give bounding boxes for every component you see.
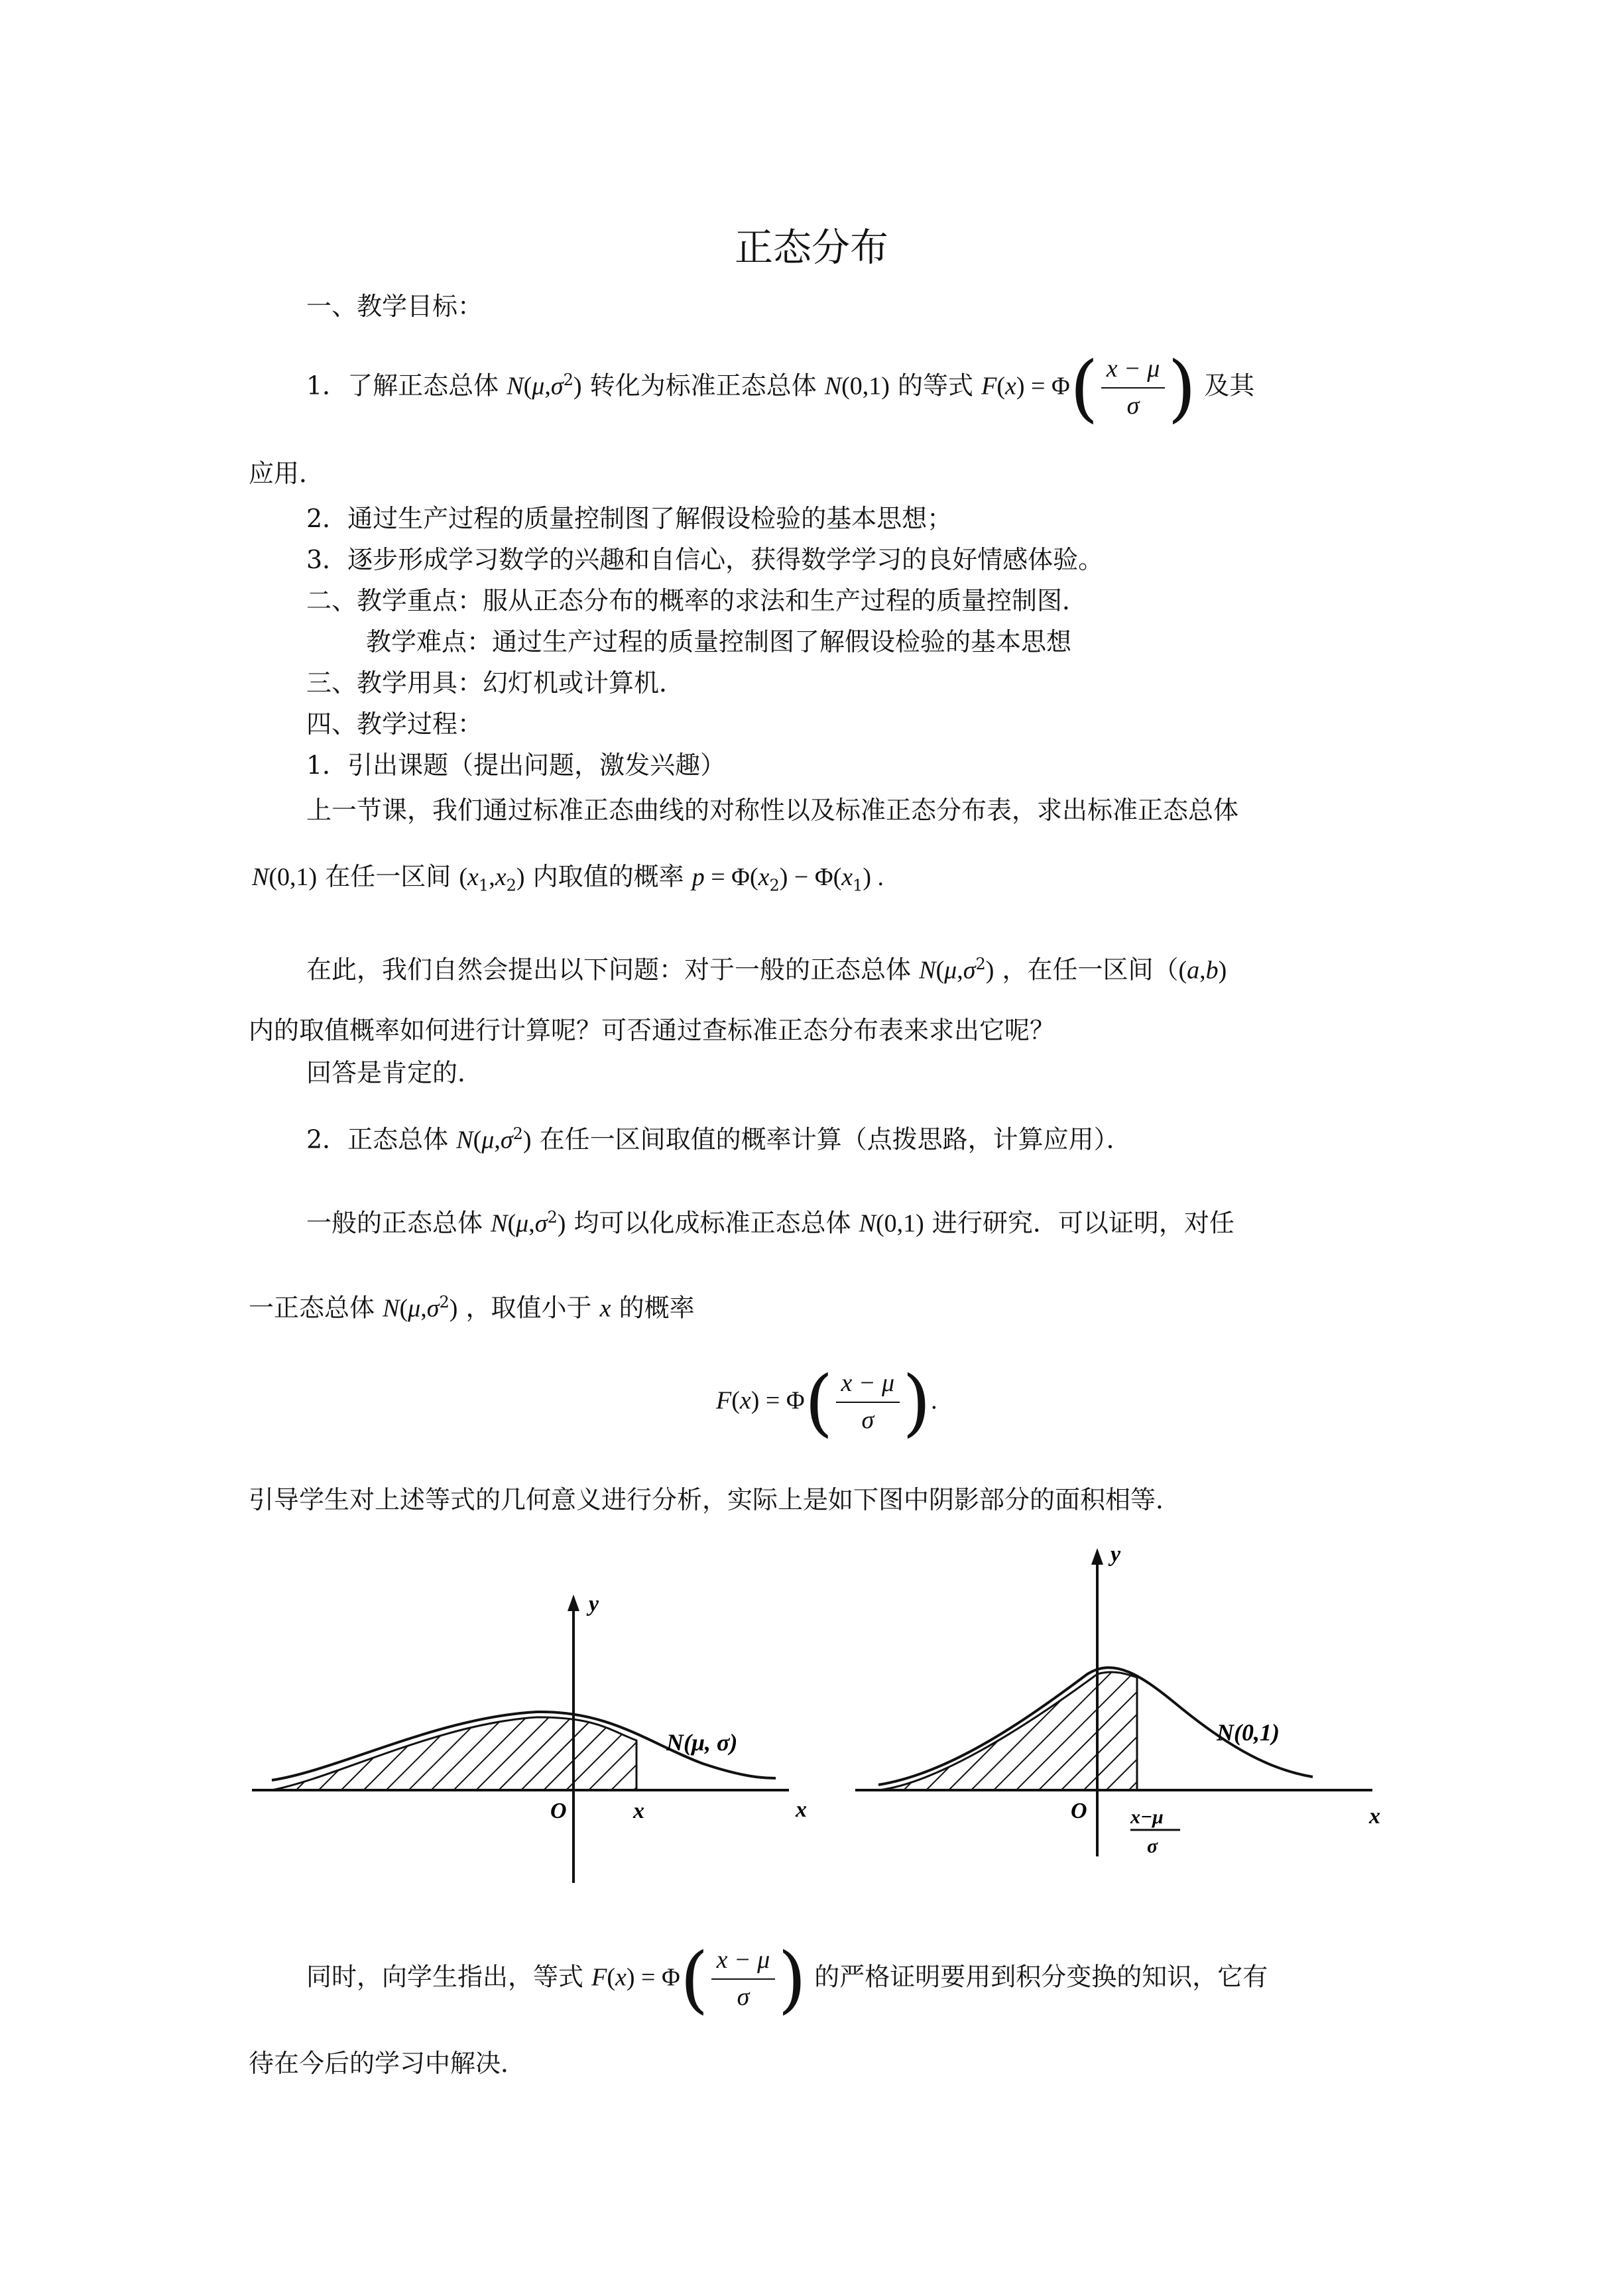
- fig1-x-mark: x: [633, 1799, 644, 1823]
- fig2-x-label: x: [1369, 1804, 1380, 1829]
- figure-general-normal: [252, 1592, 807, 1883]
- fig2-x-mark-den: σ: [1147, 1835, 1158, 1857]
- paragraph-5: 一正态总体 $N(\mu,\sigma^2)$ ，取值小于 x 的概率: [249, 1293, 695, 1323]
- fig1-x-label: x: [796, 1797, 807, 1822]
- section-process-heading: 四、教学过程：: [306, 709, 483, 739]
- page-title: 正态分布: [734, 225, 888, 270]
- paragraph-4: 一般的正态总体 $N(\mu,\sigma^2)$ 均可以化成标准正态总体 N(0,1) 进行研究．可以证明，对任: [306, 1208, 1234, 1238]
- goal-3: 3．逐步形成学习数学的兴趣和自信心，获得数学学习的良好情感体验。: [306, 545, 1104, 574]
- goal-2: 2．通过生产过程的质量控制图了解假设检验的基本思想；: [306, 504, 953, 533]
- paragraph-1-line-2: N(0,1) 在任一区间 $(x_1,x_2)$ 内取值的概率 $p = \Phi(x_2) - \Phi(x_1)$ .: [252, 862, 884, 895]
- paragraph-7: 同时，向学生指出，等式 F(x) = Φ( $\frac{x - \mu}{\sigma}$ ) 的严格证明要用到积分变换的知识，它有: [306, 1937, 1268, 2022]
- paragraph-2-line-1: 在此，我们自然会提出以下问题：对于一般的正态总体 $N(\mu,\sigma^2)$ ，在任一区间（(a,b): [306, 955, 1227, 985]
- fig1-curve-label: N(μ, σ): [666, 1729, 738, 1756]
- fig1-y-label: y: [589, 1592, 599, 1616]
- section-goals-heading: 一、教学目标：: [306, 292, 483, 321]
- fig2-origin: O: [1071, 1799, 1087, 1823]
- fig1-origin: O: [550, 1799, 567, 1823]
- figure-standard-normal: [855, 1542, 1380, 1857]
- fig1-y-arrow: [568, 1595, 579, 1611]
- section-difficulty: 教学难点：通过生产过程的质量控制图了解假设检验的基本思想: [366, 627, 1072, 656]
- fig2-curve-label: N(0,1): [1217, 1719, 1280, 1746]
- section-tools: 三、教学用具：幻灯机或计算机．: [306, 668, 685, 697]
- fig1-shaded-area: [272, 1717, 636, 1790]
- paragraph-2-line-2: 内的取值概率如何进行计算呢？可否通过查标准正态分布表来求出它呢？: [249, 1016, 1055, 1045]
- paragraph-6: 引导学生对上述等式的几何意义进行分析，实际上是如下图中阴影部分的面积相等．: [249, 1485, 1181, 1514]
- paragraph-7-continued: 待在今后的学习中解决．: [249, 2049, 526, 2078]
- section-focus: 二、教学重点：服从正态分布的概率的求法和生产过程的质量控制图．: [306, 586, 1088, 615]
- paragraph-1-line-1: 上一节课，我们通过标准正态曲线的对称性以及标准正态分布表，求出标准正态总体: [306, 796, 1239, 825]
- fig2-x-mark-num: x−μ: [1130, 1806, 1164, 1828]
- goal-1: 1．了解正态总体 $N(\mu,\sigma^2)$ 转化为标准正态总体 N(0,1) 的等式 F(x) = Φ( $\frac{x - \mu}{\sigma}$ ) 及其: [306, 345, 1255, 430]
- fig2-y-arrow: [1091, 1548, 1103, 1565]
- fig2-y-label: y: [1111, 1542, 1121, 1567]
- normal-distribution-figures: [239, 1532, 1406, 1903]
- step-2-heading: 2．正态总体 $N(\mu,\sigma^2)$ 在任一区间取值的概率计算（点拨思路，计算应用）．: [306, 1124, 1132, 1154]
- step-1-heading: 1．引出课题（提出问题，激发兴趣）: [306, 751, 726, 780]
- goal-1-continued: 应用．: [249, 459, 325, 488]
- display-formula: F(x) = Φ( $\frac{x - \mu}{\sigma}$ ).: [716, 1360, 937, 1445]
- paragraph-3: 回答是肯定的．: [306, 1058, 483, 1087]
